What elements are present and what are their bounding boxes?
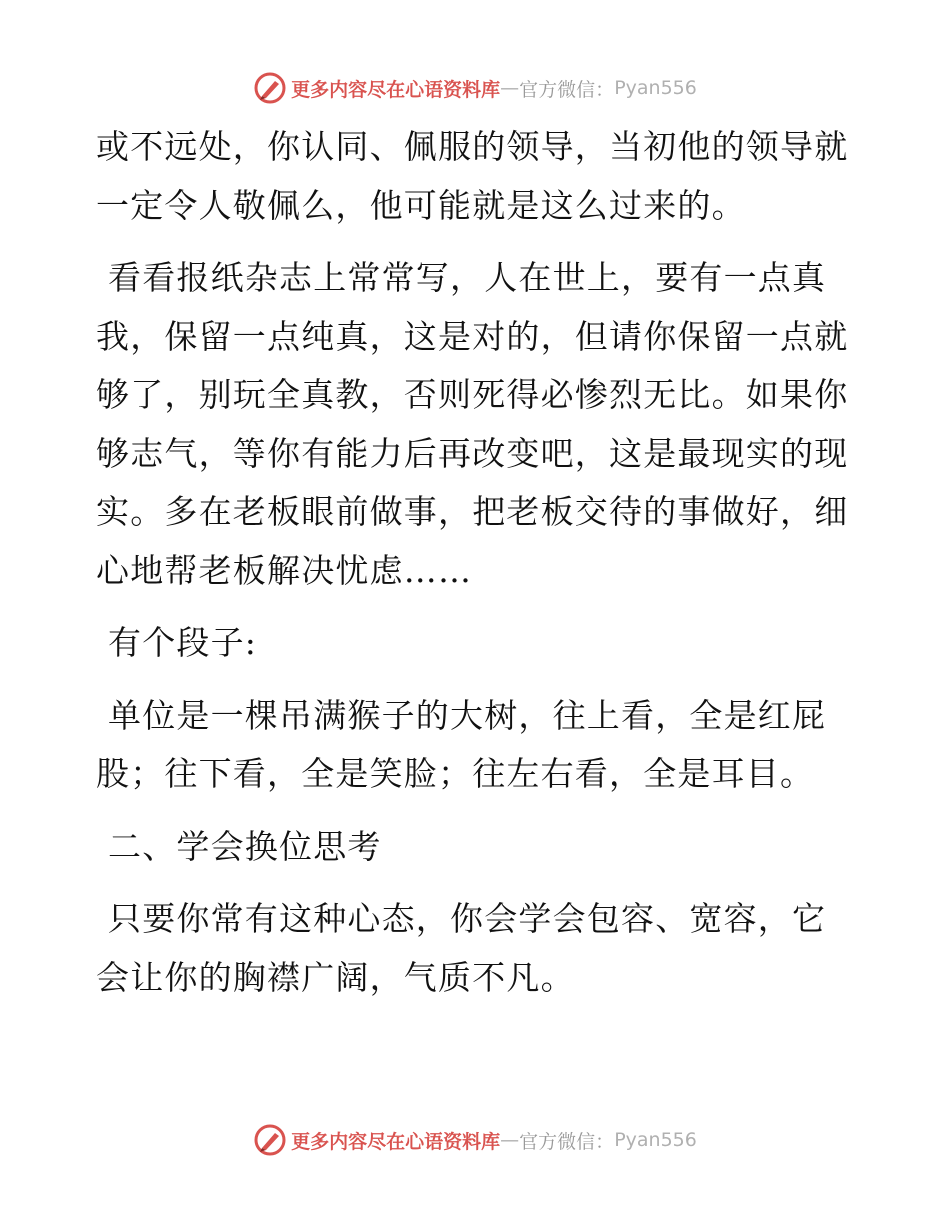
text-line: 只要你常有这种心态，你会学会包容、宽容，它 [108,899,827,938]
text-line: 一定令人敬佩么，他可能就是这么过来的。 [96,185,746,225]
header-dash: — [500,77,520,99]
footer-official-label: 官方微信： [519,1130,615,1153]
text-line: 看看报纸杂志上常常写，人在世上，要有一点真 [108,258,827,297]
text-line: 心地帮老板解决忧虑…… [96,550,473,590]
pen-logo-icon [253,71,287,105]
paragraph-1 [96,118,856,235]
footer-wechat-id: Pyan556 [614,1129,697,1151]
text-line: 股；往下看，全是笑脸；往左右看，全是耳目。 [96,754,815,793]
paragraph-6 [96,890,856,1007]
text-line: 或不远处，你认同、佩服的领导，当初他的领导就 [96,127,849,166]
document-body [96,118,856,1021]
paragraph-3 [96,614,856,673]
pen-logo-icon [253,1123,287,1157]
footer-dash: — [500,1129,520,1151]
text-line: 实。多在老板眼前做事，把老板交待的事做好，细 [96,492,849,531]
text-line: 够志气，等你有能力后再改变吧，这是最现实的现 [96,433,849,473]
footer-brand-text: 更多内容尽在心语资料库 [291,1130,501,1153]
paragraph-2 [96,249,856,600]
header-official-label: 官方微信： [519,78,615,101]
text-line: 我，保留一点纯真，这是对的，但请你保留一点就 [96,316,849,356]
text-line: 会让你的胸襟广阔，气质不凡。 [96,957,575,997]
text-line: 够了，别玩全真教，否则死得必惨烈无比。如果你 [96,375,849,414]
section-heading [96,818,856,877]
header-brand-text: 更多内容尽在心语资料库 [291,78,501,101]
header-watermark [0,68,950,108]
text-line: 单位是一棵吊满猴子的大树，往上看，全是红屁 [108,695,827,735]
paragraph-4 [96,687,856,804]
text-line: 二、学会换位思考 [108,826,382,866]
header-wechat-id: Pyan556 [614,77,697,99]
text-line: 有个段子: [108,623,258,662]
footer-watermark [0,1120,950,1160]
